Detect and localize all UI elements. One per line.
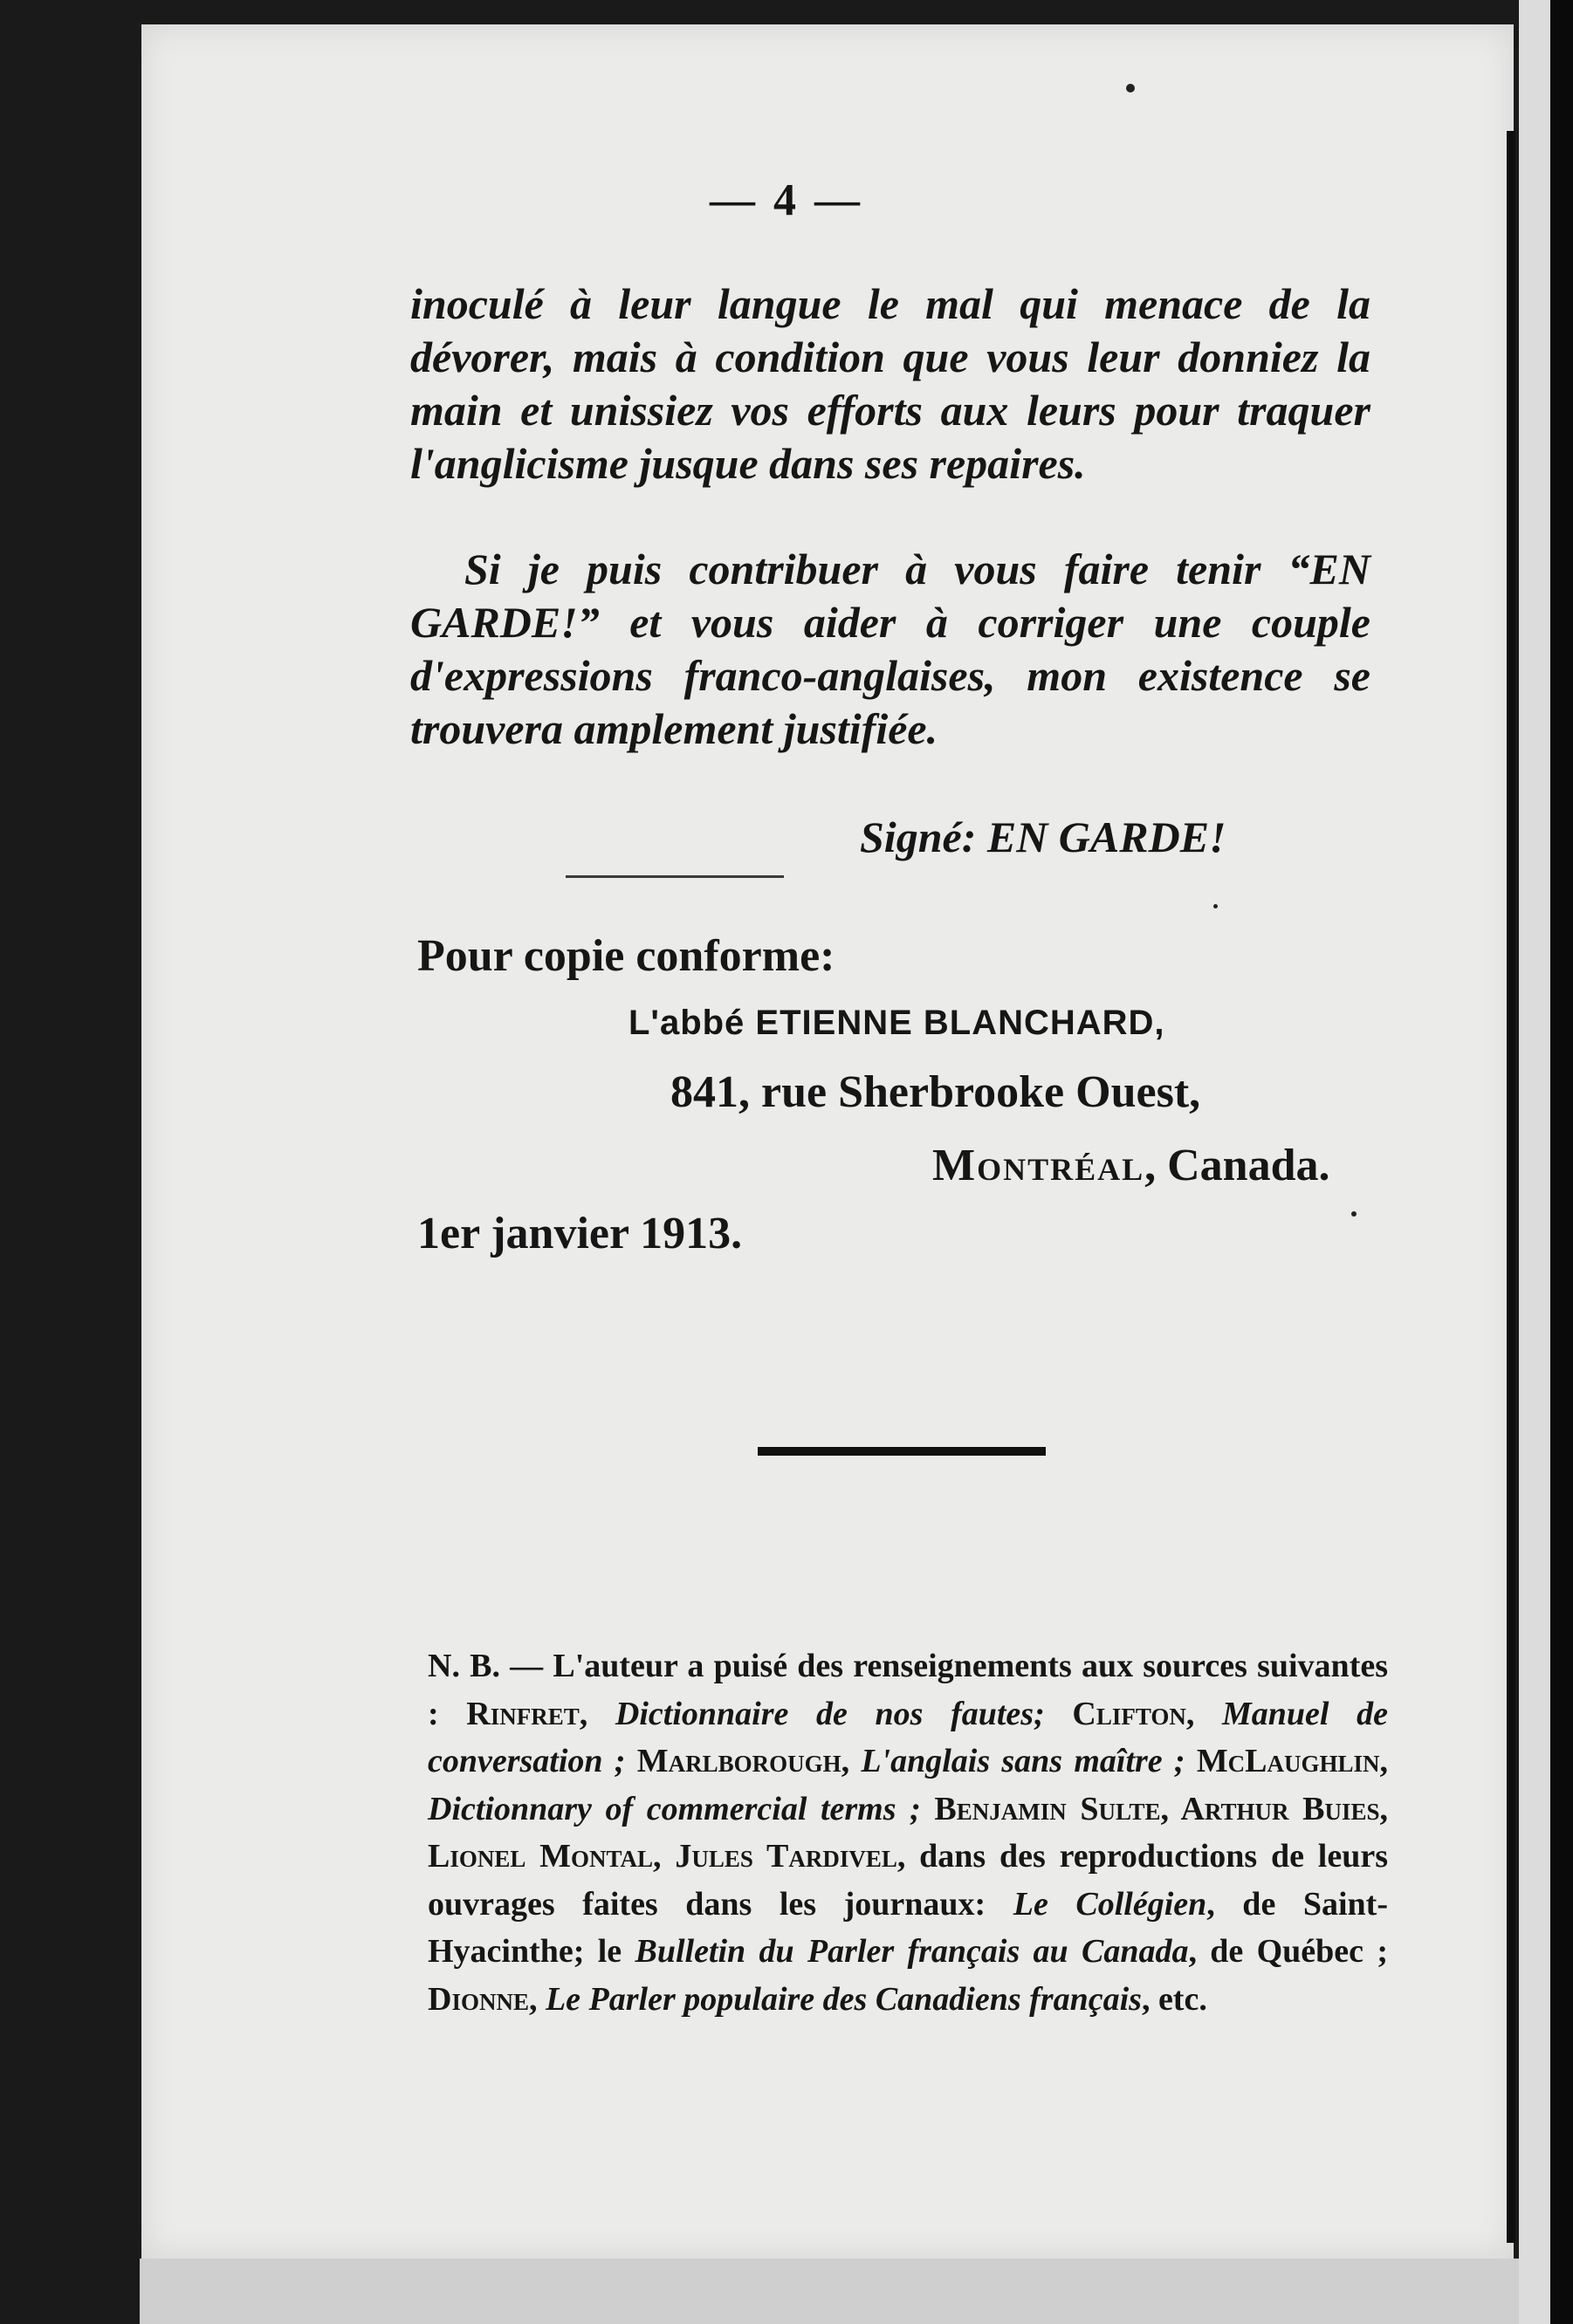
note-etc: , etc. [1141,1980,1207,2018]
date-line: 1er janvier 1913. [417,1209,743,1258]
source-collegien-place: , de Saint-Hyacinthe; le [428,1885,1388,1970]
right-border-rule [1507,131,1515,2243]
page-bottom-edge [140,2259,1519,2324]
sources-note: N. B. — L'auteur a puisé des renseignements aux sources suivantes : Rinfret, Dictionnaire de nos fautes; Clifton, Manuel de conversation ; Marlborough, L'anglais sans maître ; McLaughlin, Dictionnary of commercial terms ; Benjamin Sulte, Arthur Buies, Lionel Montal, Jules Tardivel, dans des reproductions de leurs ouvrages faites dans les journaux: Le Collégien, de Saint-Hyacinthe; le Bulletin du Parler français au Canada, de Québec ; Dionne, Le Parler populaire des Canadiens français, etc. [428,1648,1389,2018]
section-divider [758,1447,1046,1456]
copy-label: Pour copie conforme: [417,931,835,981]
author-city [932,1140,1330,1191]
source-work-rinfret: Dictionnaire de nos fautes; [615,1695,1045,1732]
source-bulletin: Bulletin du Parler français au Canada [635,1933,1189,1970]
scan-speck [1126,84,1135,93]
source-author-mclaughlin: McLaughlin [1196,1743,1380,1779]
city-name: Montréal [932,1141,1145,1190]
source-work-mclaughlin: Dictionnary of commercial terms ; [428,1790,921,1827]
scan-edge-shadow [1550,0,1573,2324]
note-reproductions: , dans des reproductions de leurs ouvrages faites dans les journaux: [428,1838,1388,1923]
page-number: — 4 — [710,175,863,225]
source-author-rinfret: Rinfret [466,1695,580,1732]
source-author-marlborough: Marlborough [636,1743,841,1779]
author-address: 841, rue Sherbrooke Ouest, [670,1067,1201,1117]
signature-line: Signé: EN GARDE! [860,812,1226,861]
source-author-dionne: Dionne [428,1980,529,2018]
scan-speck [1351,1211,1357,1217]
note-lead: N. B. — L'auteur a puisé des renseignements aux sources suivantes : [428,1648,1388,1732]
source-bulletin-place: , de Québec ; [1188,1933,1388,1970]
source-work-dionne: Le Parler populaire des Canadiens français [545,1980,1142,2018]
author-name: L'abbé ETIENNE BLANCHARD, [629,1004,1165,1042]
city-country: , Canada. [1144,1141,1330,1190]
source-collegien: Le Collégien [1013,1885,1207,1923]
source-work-clifton: Manuel de conversation ; [428,1695,1388,1779]
source-work-marlborough: L'anglais sans maître ; [861,1743,1185,1779]
scan-speck [1213,904,1218,908]
short-divider [566,875,784,878]
paragraph-2: Si je puis contribuer à vous faire tenir “EN GARDE!” et vous aider à corriger une couple d'expressions franco-anglaises, mon existence se trouvera amplement justifiée. [410,545,1370,753]
source-authors-group: Benjamin Sulte, Arthur Buies, Lionel Montal, Jules Tardivel [428,1790,1389,1875]
source-author-clifton: Clifton [1072,1695,1186,1732]
paragraph-1: inoculé à leur langue le mal qui menace de la dévorer, mais à condition que vous leur donniez la main et unissiez vos efforts aux leurs pour traquer l'anglicisme jusque dans ses repaires. [410,279,1370,488]
